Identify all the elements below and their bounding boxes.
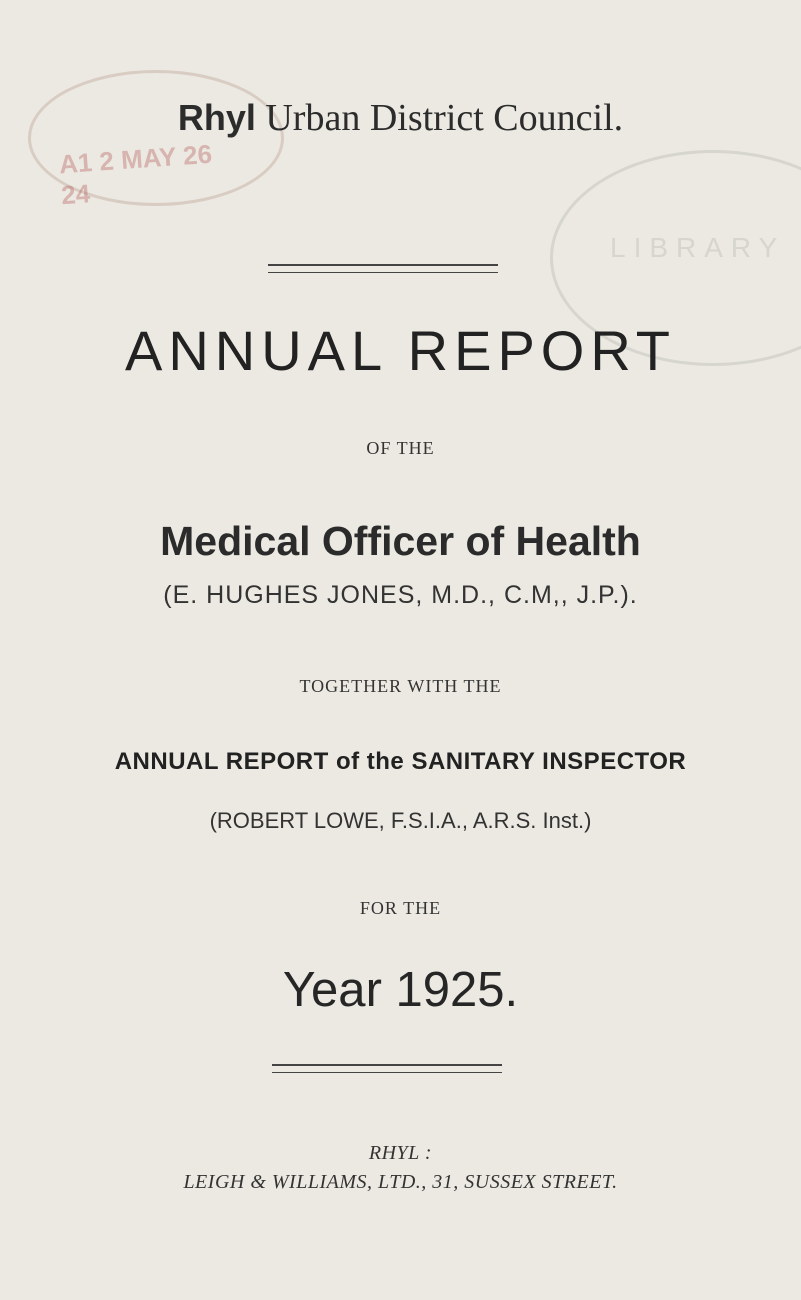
medical-officer-heading: Medical Officer of Health <box>160 518 641 564</box>
council-name <box>0 96 801 140</box>
received-stamp-text <box>58 139 215 212</box>
imprint-printer: LEIGH & WILLIAMS, LTD., 31, SUSSEX STREET. <box>183 1171 618 1193</box>
council-name-rhyl: Rhyl <box>177 97 256 138</box>
for-the-text: FOR THE <box>359 898 442 918</box>
report-year: Year 1925. <box>282 963 519 1017</box>
council-name-rest: Urban District Council. <box>265 97 624 139</box>
sanitary-inspector-heading: ANNUAL REPORT of the SANITARY INSPECTOR <box>114 748 687 775</box>
bottom-divider-rule <box>272 1064 502 1073</box>
stamp-number: 24 <box>60 178 92 211</box>
of-the-text: OF THE <box>366 438 435 458</box>
annual-report-heading: ANNUAL REPORT <box>125 319 676 382</box>
stamp-date: A1 2 MAY 26 <box>58 138 213 180</box>
together-with-text: TOGETHER WITH THE <box>299 676 502 696</box>
sanitary-inspector-name: (ROBERT LOWE, F.S.I.A., A.R.S. Inst.) <box>209 808 592 833</box>
library-stamp-text: LIBRARY <box>610 232 786 263</box>
top-divider-rule <box>268 264 498 273</box>
medical-officer-name: (E. HUGHES JONES, M.D., C.M,, J.P.). <box>163 581 638 609</box>
imprint-place: RHYL : <box>368 1142 433 1164</box>
